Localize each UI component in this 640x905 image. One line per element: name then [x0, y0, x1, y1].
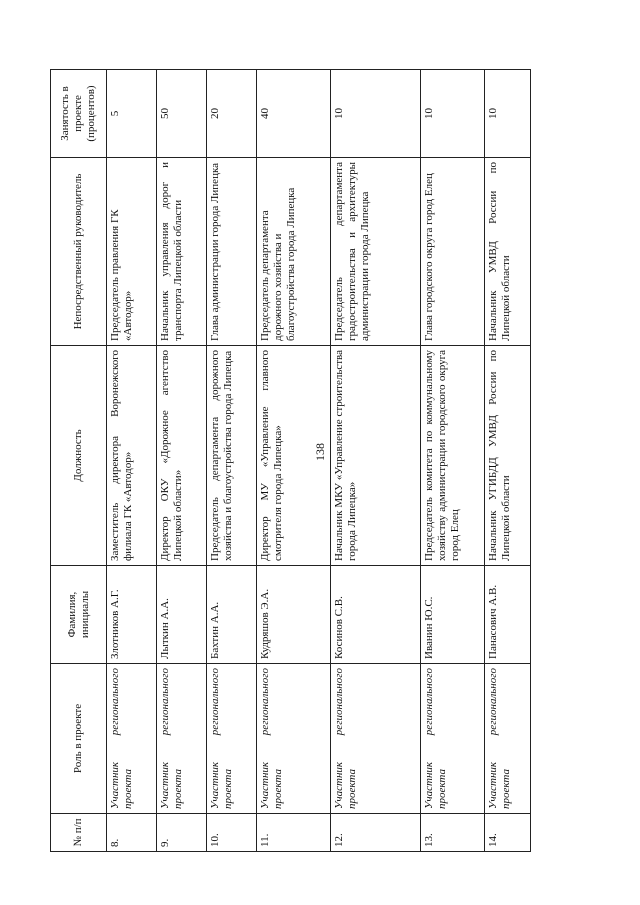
cell-position: Директор ОКУ «Дорожное агентство Липецкой области»	[157, 346, 207, 566]
cell-position: Начальник МКУ «Управление строительства города Липецка»	[331, 346, 421, 566]
cell-percent: 40	[257, 70, 331, 158]
header-num: № п/п	[51, 814, 107, 852]
table-header-row	[51, 70, 107, 852]
cell-num: 9.	[157, 814, 207, 852]
cell-percent: 10	[421, 70, 485, 158]
cell-role: Участник регионального проекта	[331, 664, 421, 814]
cell-position: Председатель департамента дорожного хозяйства и благоустройства города Липецка	[207, 346, 257, 566]
cell-num: 12.	[331, 814, 421, 852]
cell-num: 10.	[207, 814, 257, 852]
cell-name: Бахтин А.А.	[207, 566, 257, 664]
page-number: 138	[313, 443, 327, 461]
table-row	[257, 70, 331, 852]
cell-num: 14.	[485, 814, 531, 852]
cell-percent: 50	[157, 70, 207, 158]
table-row	[157, 70, 207, 852]
cell-supervisor: Председатель правления ГК «Автодор»	[107, 158, 157, 346]
cell-role: Участник регионального проекта	[485, 664, 531, 814]
table-row	[421, 70, 485, 852]
cell-num: 11.	[257, 814, 331, 852]
table-row	[207, 70, 257, 852]
cell-position: Начальник УГИБДД УМВД России по Липецкой области	[485, 346, 531, 566]
cell-position: Директор МУ «Управление главного смотрителя города Липецка»	[257, 346, 331, 566]
cell-role: Участник регионального проекта	[157, 664, 207, 814]
cell-num: 8.	[107, 814, 157, 852]
cell-role: Участник регионального проекта	[421, 664, 485, 814]
rotated-table-container	[50, 70, 530, 852]
cell-percent: 20	[207, 70, 257, 158]
cell-supervisor: Начальник УМВД России по Липецкой области	[485, 158, 531, 346]
header-role: Роль в проекте	[51, 664, 107, 814]
cell-num: 13.	[421, 814, 485, 852]
cell-name: Иванин Ю.С.	[421, 566, 485, 664]
cell-role: Участник регионального проекта	[207, 664, 257, 814]
table-row	[331, 70, 421, 852]
project-participants-table	[50, 69, 531, 852]
header-supervisor: Непосредственный руководитель	[51, 158, 107, 346]
cell-position: Председатель комитета по коммунальному хозяйству администрации городского округа город Елец	[421, 346, 485, 566]
cell-supervisor: Глава городского округа город Елец	[421, 158, 485, 346]
header-percent: Занятость в проекте (процентов)	[51, 70, 107, 158]
cell-supervisor: Глава администрации города Липецка	[207, 158, 257, 346]
cell-name: Панасович А.В.	[485, 566, 531, 664]
cell-supervisor: Председатель департамента дорожного хозяйства и благоустройства города Липецка	[257, 158, 331, 346]
cell-percent: 10	[485, 70, 531, 158]
cell-name: Кудряшов Э.А.	[257, 566, 331, 664]
cell-percent: 10	[331, 70, 421, 158]
table-row	[485, 70, 531, 852]
table-row	[107, 70, 157, 852]
header-position: Должность	[51, 346, 107, 566]
cell-name: Злотников А.Г.	[107, 566, 157, 664]
cell-name: Лыткин А.А.	[157, 566, 207, 664]
cell-name: Косинов С.В.	[331, 566, 421, 664]
cell-role: Участник регионального проекта	[257, 664, 331, 814]
cell-supervisor: Председатель департамента градостроительства и архитектуры администрации города Липецка	[331, 158, 421, 346]
cell-percent: 5	[107, 70, 157, 158]
cell-position: Заместитель директора Воронежского филиала ГК «Автодор»	[107, 346, 157, 566]
header-name: Фамилия, инициалы	[51, 566, 107, 664]
cell-role: Участник регионального проекта	[107, 664, 157, 814]
cell-supervisor: Начальник управления дорог и транспорта Липецкой области	[157, 158, 207, 346]
